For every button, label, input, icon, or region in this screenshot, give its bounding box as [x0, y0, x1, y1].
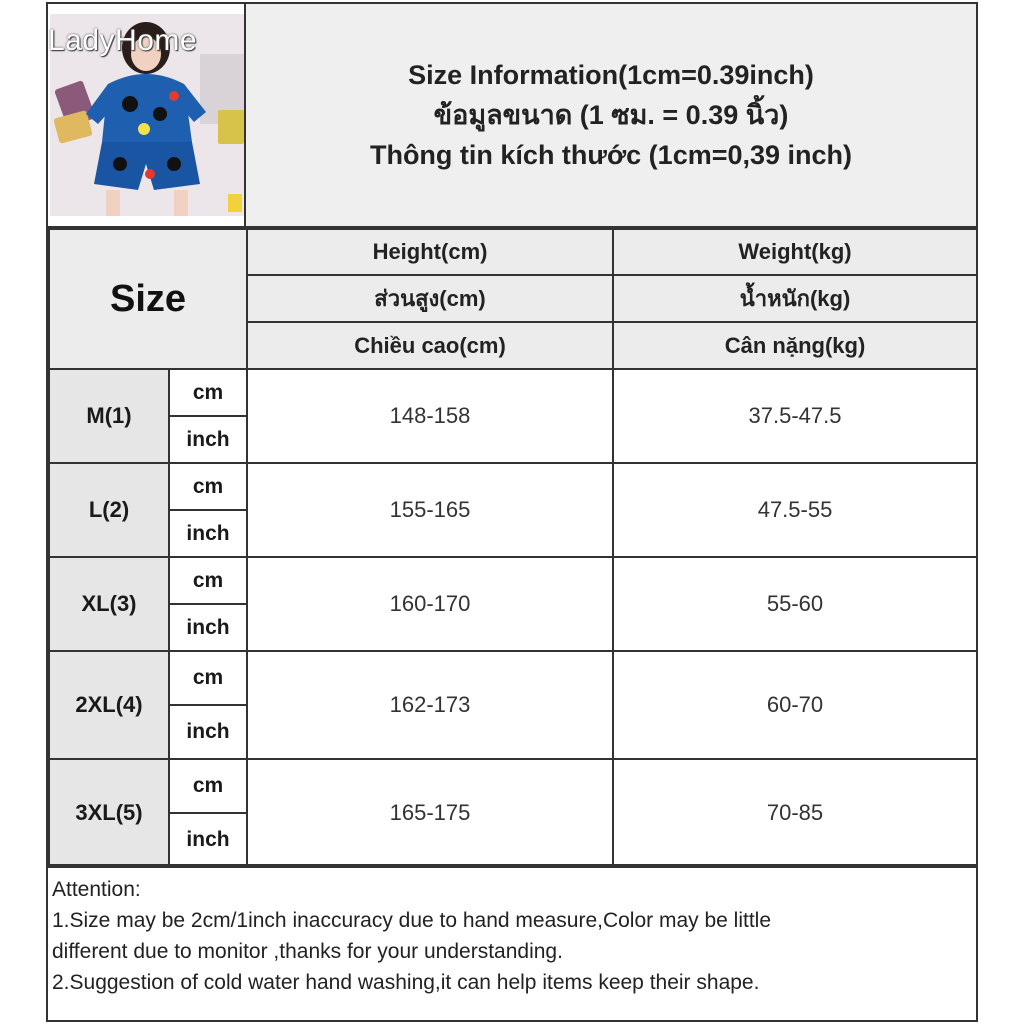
title-vietnamese: Thông tin kích thước (1cm=0,39 inch) [369, 140, 853, 170]
size-label: 3XL(5) [49, 759, 169, 867]
weight-header-vi: Cân nặng(kg) [613, 322, 977, 369]
height-header-en: Height(cm) [247, 229, 613, 275]
attention-notes [48, 864, 976, 1020]
size-chart-sheet [46, 2, 978, 1022]
unit-cm: cm [169, 369, 247, 416]
height-value: 162-173 [247, 651, 613, 759]
size-label: M(1) [49, 369, 169, 463]
note-line-1b: different due to monitor ,thanks for your understanding. [52, 940, 563, 963]
size-label: XL(3) [49, 557, 169, 651]
title-thai: ข้อมูลขนาด (1 ซม. = 0.39 นิ้ว) [433, 100, 789, 130]
weight-header-en: Weight(kg) [613, 229, 977, 275]
weight-header-th: น้ำหนัก(kg) [613, 275, 977, 322]
height-value: 160-170 [247, 557, 613, 651]
size-column-header: Size [49, 229, 247, 369]
size-label: 2XL(4) [49, 651, 169, 759]
note-line-1a: 1.Size may be 2cm/1inch inaccuracy due to hand measure,Color may be little [52, 909, 772, 932]
notes-heading: Attention: [52, 878, 141, 901]
note-line-2: 2.Suggestion of cold water hand washing,it can help items keep their shape. [52, 971, 760, 994]
unit-inch: inch [169, 510, 247, 557]
unit-inch: inch [169, 813, 247, 867]
height-header-vi: Chiều cao(cm) [247, 322, 613, 369]
weight-value: 47.5-55 [613, 463, 977, 557]
height-header-th: ส่วนสูง(cm) [247, 275, 613, 322]
table-row [49, 651, 977, 705]
unit-inch: inch [169, 705, 247, 759]
weight-value: 60-70 [613, 651, 977, 759]
size-table [48, 228, 978, 868]
title-english: Size Information(1cm=0.39inch) [408, 60, 814, 90]
weight-value: 37.5-47.5 [613, 369, 977, 463]
unit-cm: cm [169, 463, 247, 510]
brand-watermark: LadyHome [48, 24, 198, 57]
unit-inch: inch [169, 416, 247, 463]
height-value: 148-158 [247, 369, 613, 463]
header [48, 4, 976, 228]
unit-cm: cm [169, 557, 247, 604]
unit-cm: cm [169, 759, 247, 813]
table-row [49, 463, 977, 510]
size-label: L(2) [49, 463, 169, 557]
height-value: 165-175 [247, 759, 613, 867]
title-box [246, 4, 976, 226]
weight-value: 70-85 [613, 759, 977, 867]
table-row [49, 759, 977, 813]
unit-inch: inch [169, 604, 247, 651]
weight-value: 55-60 [613, 557, 977, 651]
unit-cm: cm [169, 651, 247, 705]
table-row [49, 557, 977, 604]
table-row [49, 369, 977, 416]
height-value: 155-165 [247, 463, 613, 557]
